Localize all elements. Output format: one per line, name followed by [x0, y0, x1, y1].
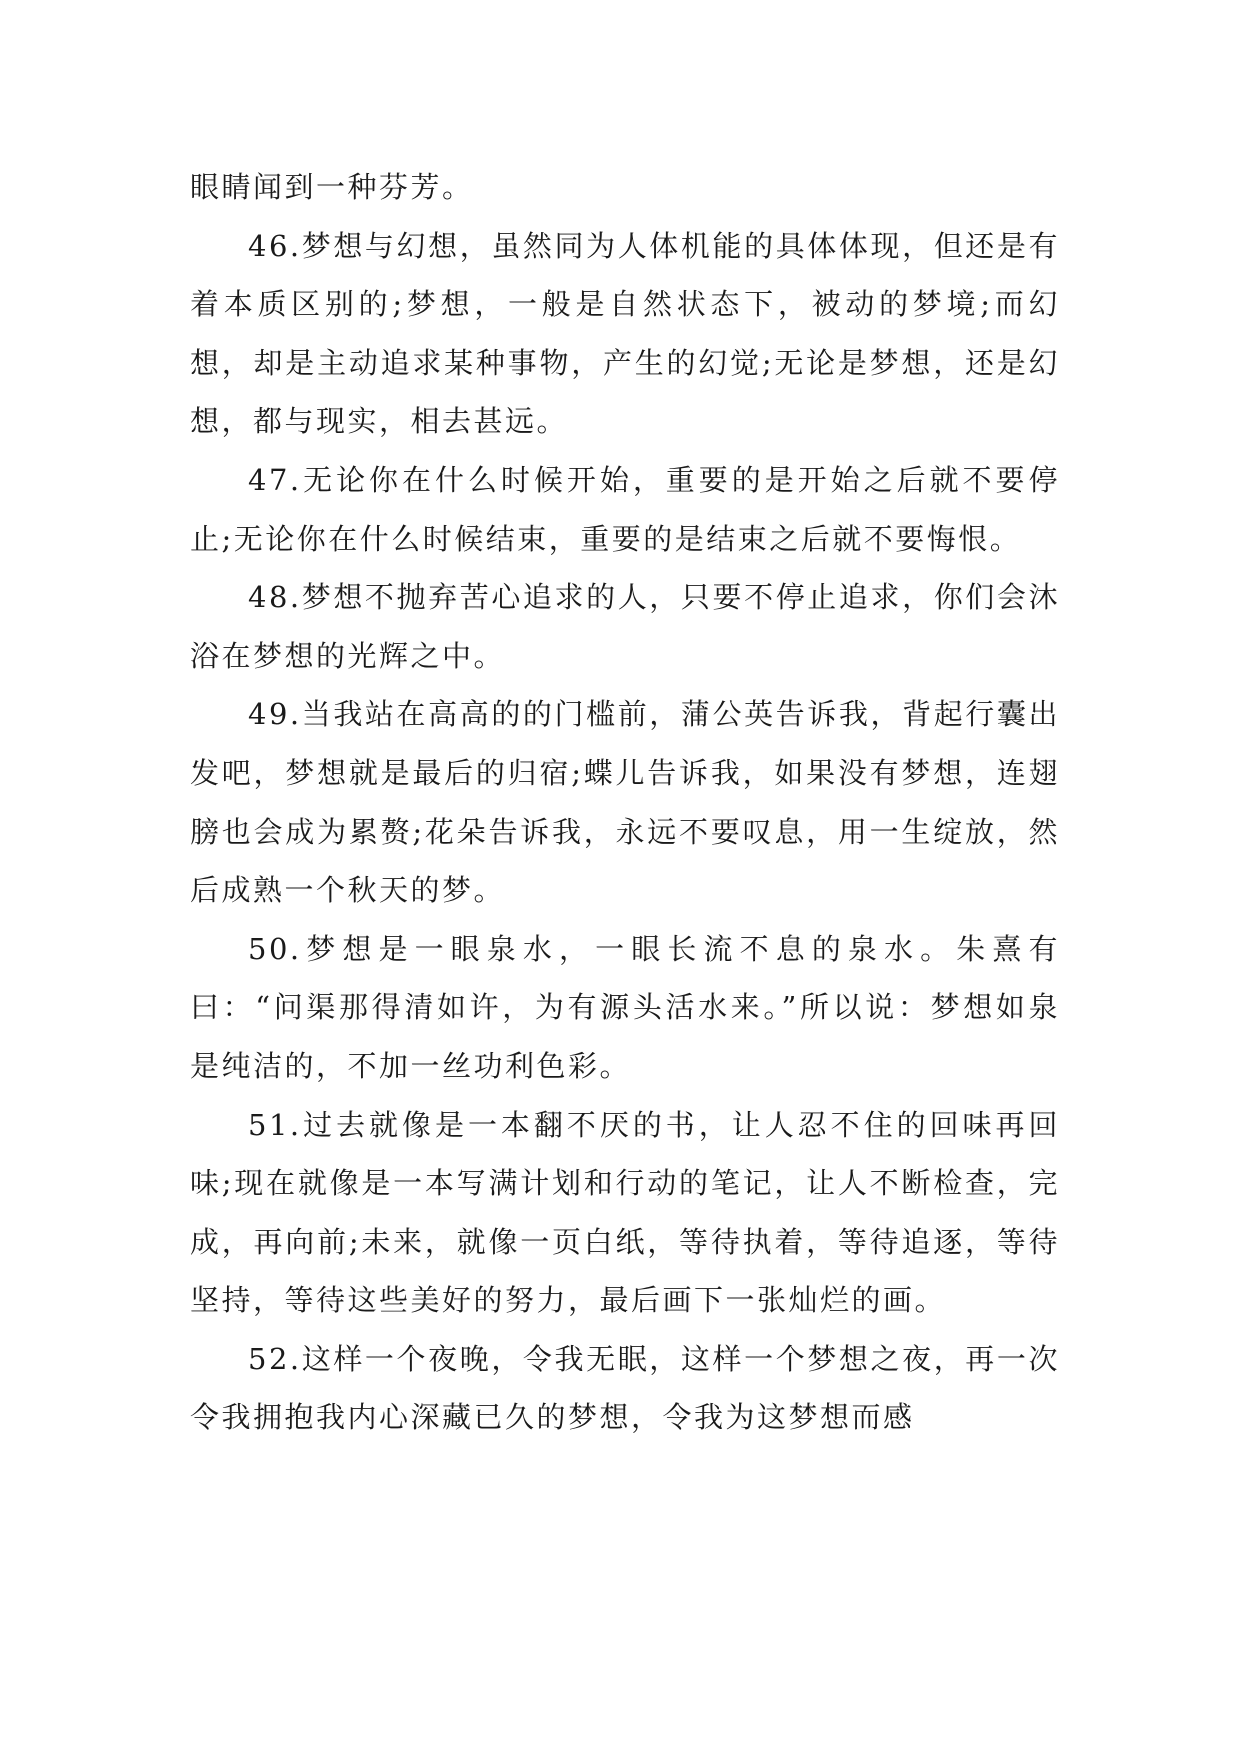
paragraph-continuation: 眼睛闻到一种芬芳。 [190, 170, 474, 204]
paragraph-52: 52.这样一个夜晚，令我无眠，这样一个梦想之夜，再一次令我拥抱我内心深藏已久的梦想，令我为这梦想而感 [190, 1341, 1060, 1435]
paragraph-46: 46.梦想与幻想，虽然同为人体机能的具体体现，但还是有着本质区别的;梦想，一般是自然状态下，被动的梦境;而幻想，却是主动追求某种事物，产生的幻觉;无论是梦想，还是幻想，都与现实，相去甚远。 [190, 228, 1060, 439]
paragraph-48: 48.梦想不抛弃苦心追求的人，只要不停止追求，你们会沐浴在梦想的光辉之中。 [190, 580, 1060, 673]
paragraph-50: 50.梦想是一眼泉水，一眼长流不息的泉水。朱熹有曰：“问渠那得清如许，为有源头活水来。”所以说：梦想如泉是纯洁的，不加一丝功利色彩。 [190, 931, 1060, 1083]
paragraph-51: 51.过去就像是一本翻不厌的书，让人忍不住的回味再回味;现在就像是一本写满计划和行动的笔记，让人不断检查，完成，再向前;未来，就像一页白纸，等待执着，等待追逐，等待坚持，等待这些美好的努力，最后画下一张灿烂的画。 [190, 1107, 1060, 1318]
paragraph-49: 49.当我站在高高的的门槛前，蒲公英告诉我，背起行囊出发吧，梦想就是最后的归宿;蝶儿告诉我，如果没有梦想，连翅膀也会成为累赘;花朵告诉我，永远不要叹息，用一生绽放，然后成熟一个秋天的梦。 [190, 697, 1060, 908]
paragraph-47: 47.无论你在什么时候开始，重要的是开始之后就不要停止;无论你在什么时候结束，重要的是结束之后就不要悔恨。 [190, 462, 1060, 556]
document-body [190, 158, 1060, 1447]
